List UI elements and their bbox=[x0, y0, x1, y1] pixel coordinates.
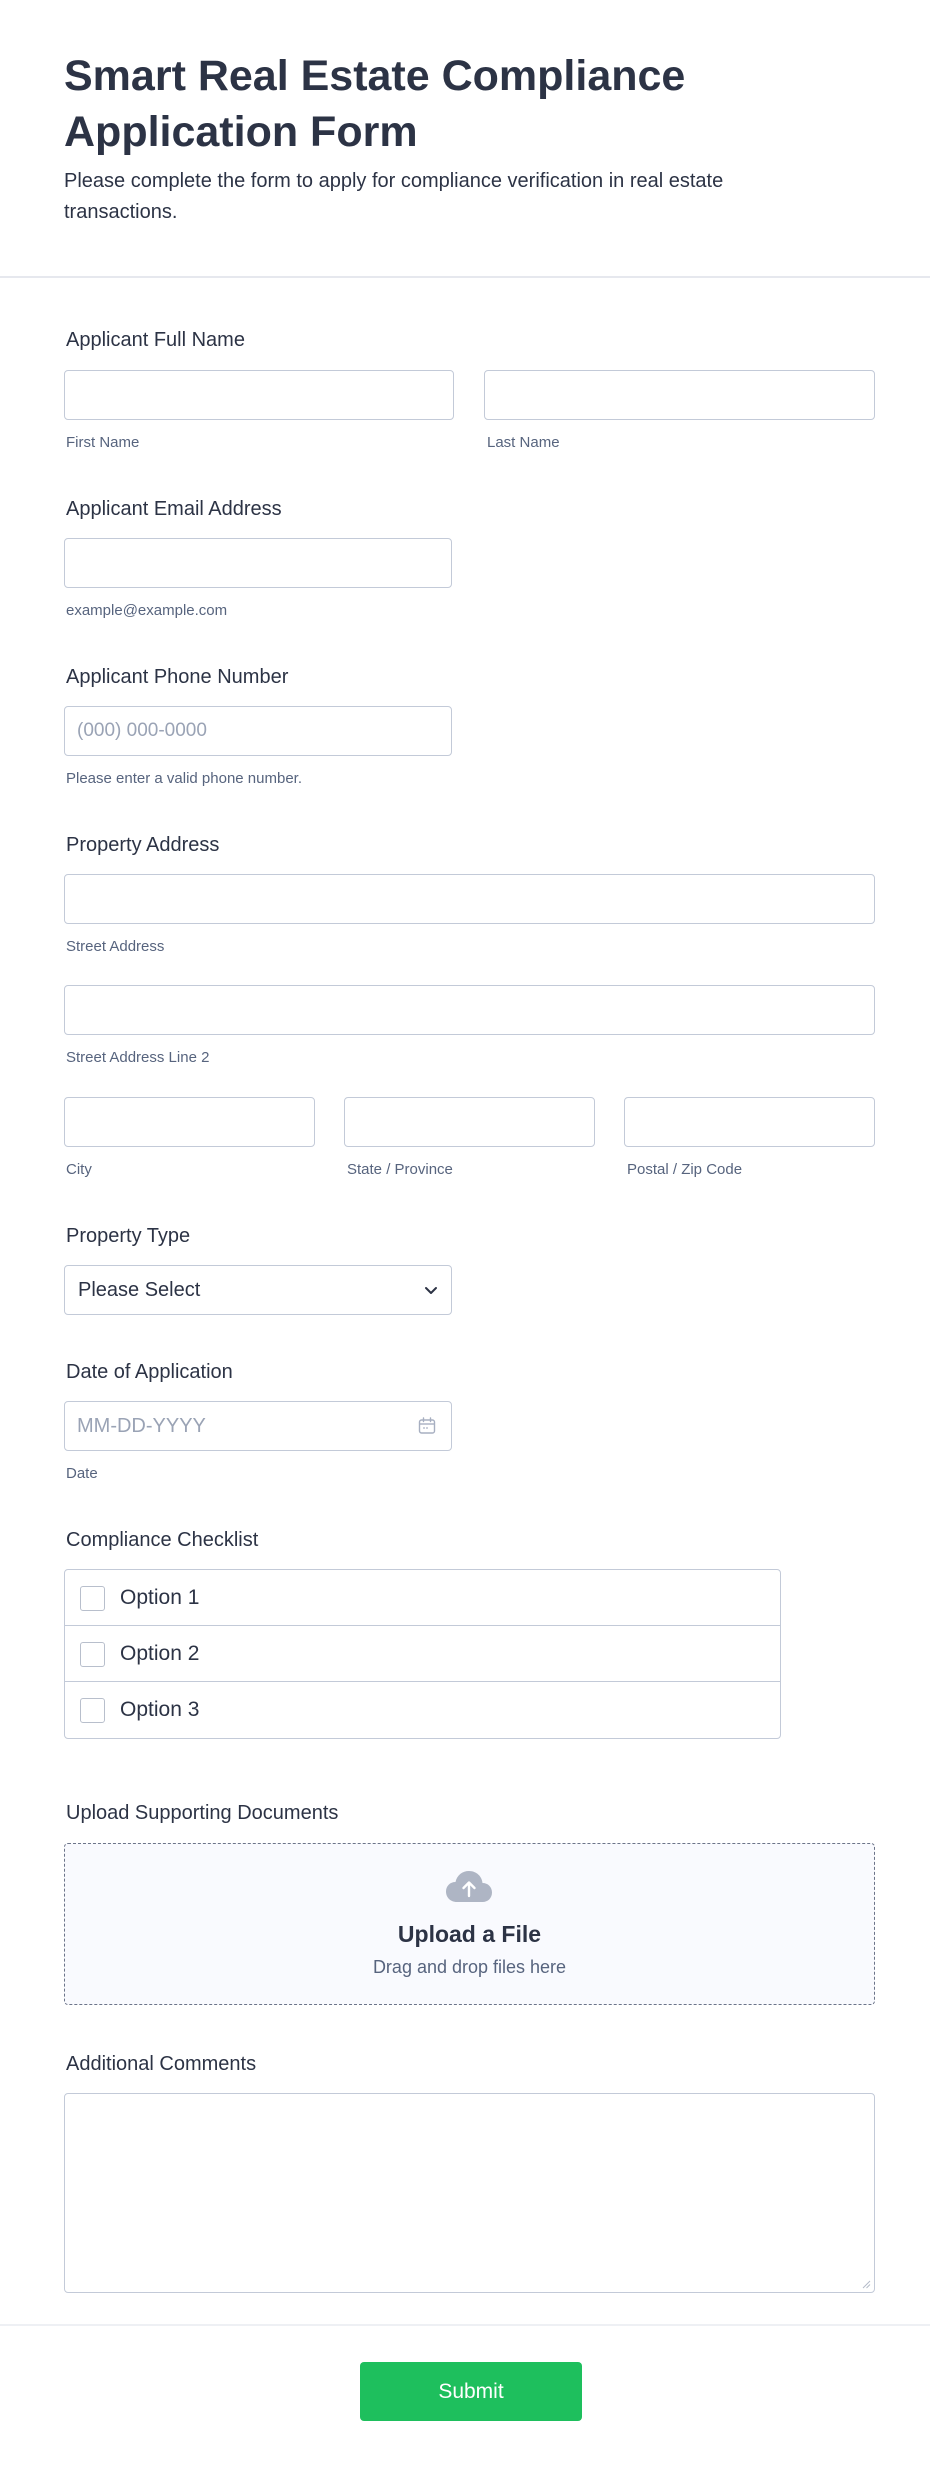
zip-input[interactable] bbox=[624, 1097, 875, 1147]
compliance-checklist-label: Compliance Checklist bbox=[66, 1529, 259, 1551]
checklist-option-label: Option 1 bbox=[120, 1586, 200, 1609]
date-label: Date of Application bbox=[66, 1361, 233, 1383]
checklist-option-3[interactable] bbox=[65, 1682, 780, 1738]
phone-sublabel: Please enter a valid phone number. bbox=[66, 770, 302, 787]
checkbox[interactable] bbox=[80, 1698, 105, 1723]
phone-input[interactable] bbox=[64, 706, 452, 756]
last-name-sublabel: Last Name bbox=[487, 434, 560, 451]
first-name-sublabel: First Name bbox=[66, 434, 140, 451]
city-input[interactable] bbox=[64, 1097, 315, 1147]
additional-comments-label: Additional Comments bbox=[66, 2053, 257, 2075]
footer-divider bbox=[0, 2324, 930, 2326]
state-input[interactable] bbox=[344, 1097, 595, 1147]
checklist-option-label: Option 3 bbox=[120, 1698, 200, 1721]
street-address-sublabel: Street Address bbox=[66, 938, 165, 955]
upload-documents-label: Upload Supporting Documents bbox=[66, 1802, 339, 1824]
state-sublabel: State / Province bbox=[347, 1161, 453, 1178]
zip-sublabel: Postal / Zip Code bbox=[627, 1161, 743, 1178]
upload-title: Upload a File bbox=[397, 1921, 542, 1947]
resize-handle-icon[interactable] bbox=[861, 2279, 871, 2289]
email-input[interactable] bbox=[64, 538, 452, 588]
date-placeholder: MM-DD-YYYY bbox=[77, 1415, 206, 1437]
property-address-label: Property Address bbox=[66, 834, 220, 856]
submit-button[interactable]: Submit bbox=[360, 2362, 582, 2421]
form-subtitle: Please complete the form to apply for compliance verification in real estate transactions. bbox=[64, 170, 724, 223]
compliance-checklist bbox=[64, 1569, 781, 1739]
date-sublabel: Date bbox=[66, 1465, 98, 1482]
email-label: Applicant Email Address bbox=[66, 498, 282, 520]
checkbox[interactable] bbox=[80, 1586, 105, 1611]
email-sublabel: example@example.com bbox=[66, 602, 228, 619]
city-sublabel: City bbox=[66, 1161, 92, 1178]
last-name-input[interactable] bbox=[484, 370, 875, 420]
checklist-option-1[interactable] bbox=[65, 1570, 780, 1626]
date-input[interactable] bbox=[64, 1401, 452, 1451]
chevron-down-icon bbox=[423, 1282, 439, 1298]
form-header bbox=[0, 0, 930, 278]
cloud-upload-icon bbox=[444, 1868, 494, 1906]
file-upload-dropzone[interactable] bbox=[64, 1843, 875, 2005]
first-name-input[interactable] bbox=[64, 370, 454, 420]
property-type-selected: Please Select bbox=[78, 1279, 201, 1301]
checkbox[interactable] bbox=[80, 1642, 105, 1667]
full-name-label: Applicant Full Name bbox=[66, 329, 245, 351]
upload-subtitle: Drag and drop files here bbox=[372, 1957, 567, 1977]
street-address-input[interactable] bbox=[64, 874, 875, 924]
checklist-option-label: Option 2 bbox=[120, 1642, 200, 1665]
property-type-select[interactable] bbox=[64, 1265, 452, 1315]
street-address-line2-sublabel: Street Address Line 2 bbox=[66, 1049, 210, 1066]
street-address-line2-input[interactable] bbox=[64, 985, 875, 1035]
form-title: Smart Real Estate Compliance Application Form bbox=[64, 52, 686, 156]
calendar-icon[interactable] bbox=[417, 1416, 437, 1436]
checklist-option-2[interactable] bbox=[65, 1626, 780, 1682]
comments-textarea[interactable] bbox=[64, 2093, 875, 2293]
phone-label: Applicant Phone Number bbox=[66, 666, 289, 688]
property-type-label: Property Type bbox=[66, 1225, 191, 1247]
